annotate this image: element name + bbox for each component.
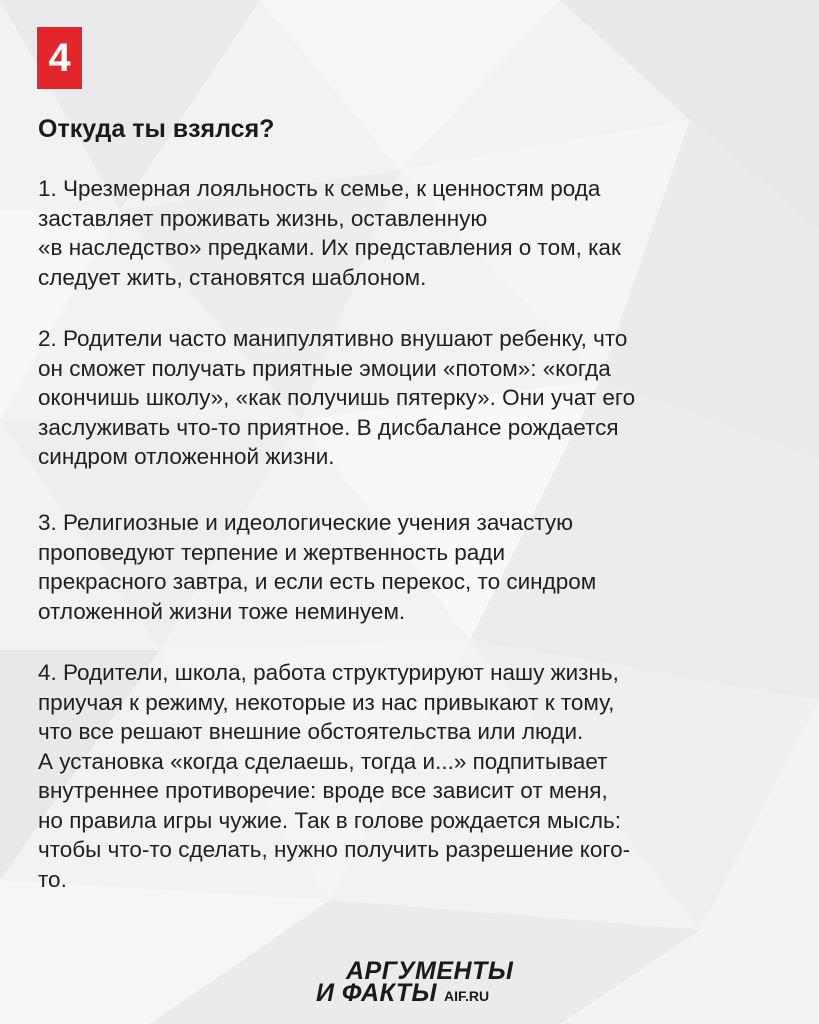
logo-line-2: И ФАКТЫ: [316, 979, 437, 1007]
paragraph-line: 3. Религиозные и идеологические учения зачастую: [38, 510, 574, 535]
paragraph-line: приучая к режиму, некоторые из нас привыкают к тому,: [38, 689, 615, 715]
paragraph-line: А установка «когда сделаешь, тогда и...» подпитывает: [38, 748, 608, 774]
slide-number-badge: 4: [37, 27, 82, 89]
paragraph-line: что все решают внешние обстоятельства или люди.: [38, 719, 584, 744]
paragraph-line: 2. Родители часто манипулятивно внушают ребенку, что: [38, 326, 628, 351]
logo-site: AIF.RU: [444, 988, 490, 1004]
paragraph-line: заслуживать что-то приятное. В дисбалансе рождается: [38, 414, 619, 440]
paragraph-line: 4. Родители, школа, работа структурируют нашу жизнь,: [38, 660, 619, 685]
paragraph-1: [38, 174, 798, 292]
paragraph-line: «в наследство» предками. Их представления о том, как: [38, 235, 621, 260]
paragraph-2: [38, 324, 798, 472]
paragraph-line: прекрасного завтра, и если есть перекос, то синдром: [38, 569, 597, 594]
paragraph-line: проповедуют терпение и жертвенность ради: [38, 539, 506, 565]
paragraph-line: 1. Чрезмерная лояльность к семье, к ценностям рода: [38, 176, 601, 201]
paragraph-line: окончишь школу», «как получишь пятерку». Они учат его: [38, 385, 636, 410]
paragraph-line: он сможет получать приятные эмоции «потом»: «когда: [38, 355, 611, 381]
paragraph-line: заставляет проживать жизнь, оставленную: [38, 205, 488, 231]
paragraph-line: внутреннее противоречие: вроде все зависит от меня,: [38, 778, 608, 803]
logo-line-1: АРГУМЕНТЫ: [346, 957, 514, 985]
paragraph-line: но правила игры чужие. Так в голове рождается мысль:: [38, 807, 621, 833]
paragraph-line: отложенной жизни тоже неминуем.: [38, 598, 406, 624]
paragraph-4: [38, 658, 798, 894]
paragraph-line: следует жить, становятся шаблоном.: [38, 264, 427, 290]
aif-logo: [316, 958, 526, 1008]
paragraph-line: то.: [38, 866, 67, 892]
section-title: Откуда ты взялся?: [38, 115, 275, 143]
paragraph-line: синдром отложенной жизни.: [38, 444, 335, 469]
paragraph-3: [38, 508, 798, 626]
paragraph-line: чтобы что-то сделать, нужно получить разрешение кого-: [38, 837, 631, 862]
